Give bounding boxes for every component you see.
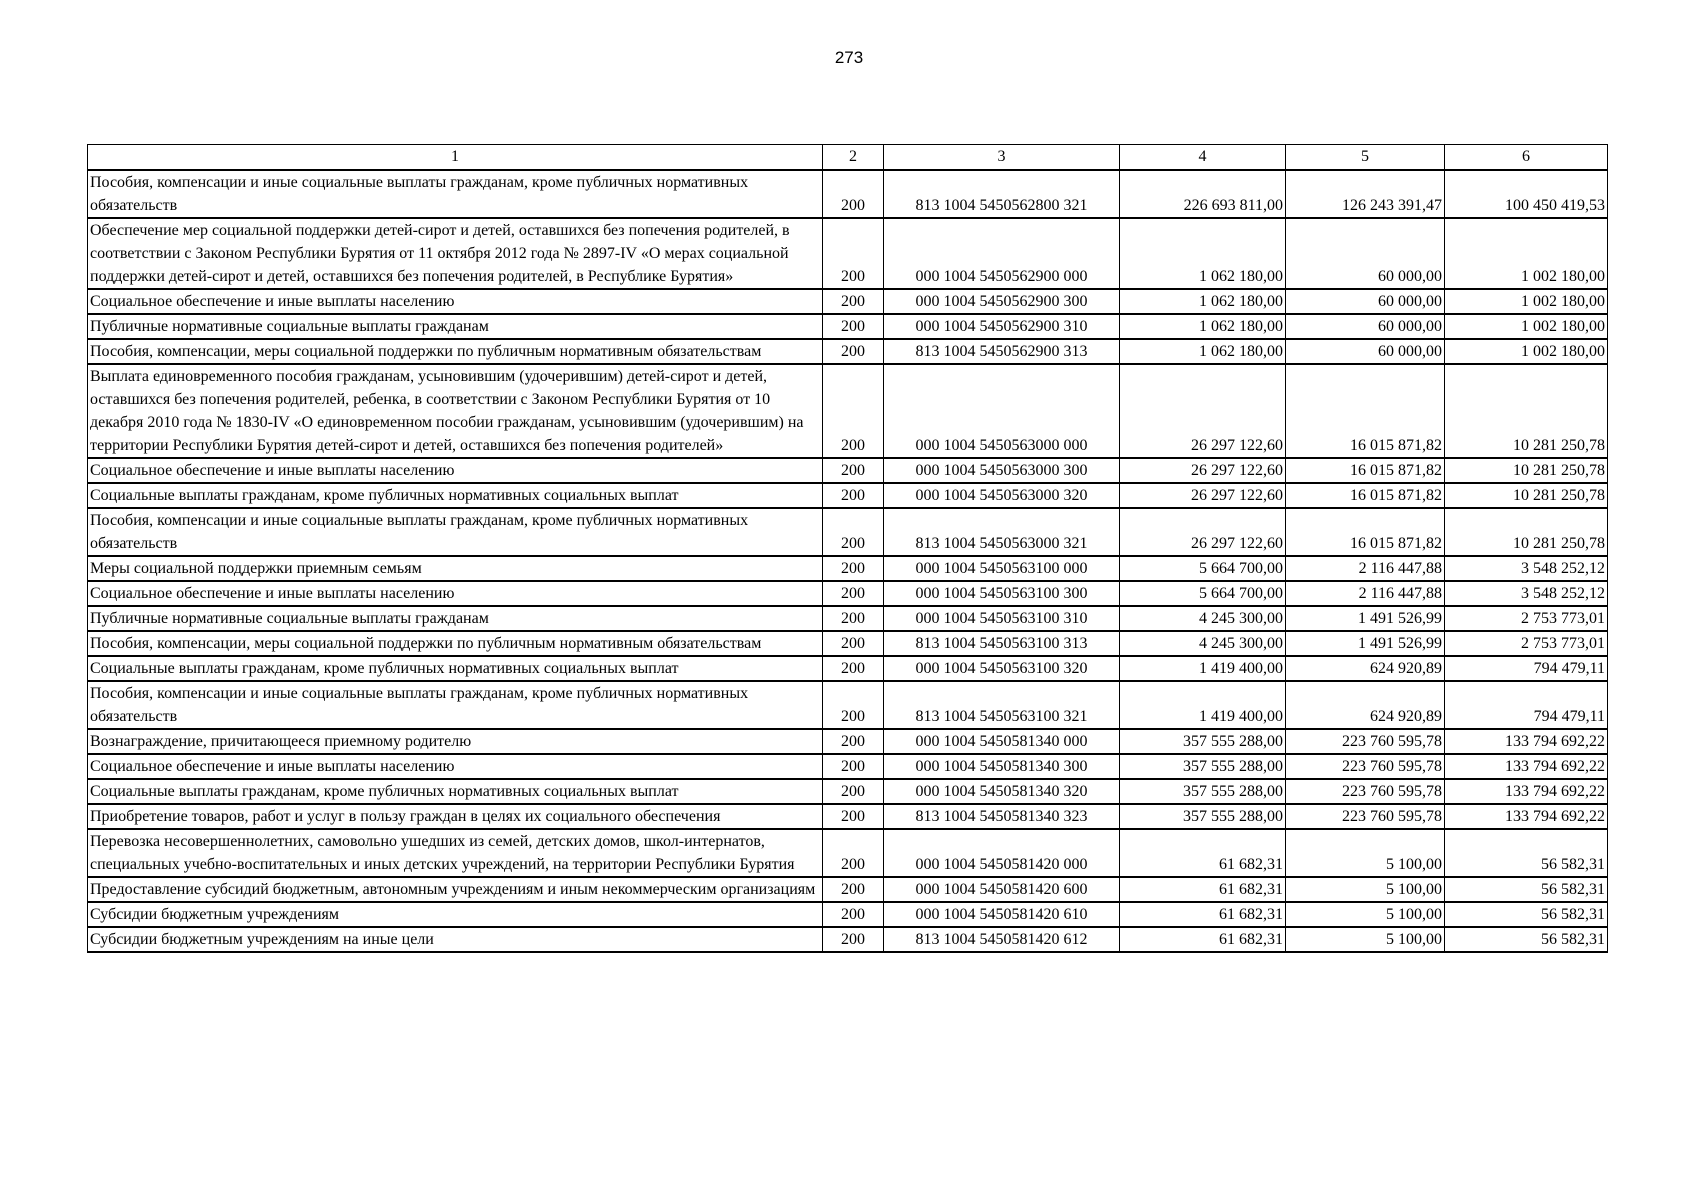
table-row [88, 556, 1608, 581]
row-amount-cell: 61 682,31 [1120, 877, 1286, 902]
row-code-cell: 813 1004 5450563100 321 [884, 681, 1120, 729]
row-amount-cell: 26 297 122,60 [1120, 508, 1286, 556]
table-row [88, 458, 1608, 483]
row-code-cell: 000 1004 5450563100 310 [884, 606, 1120, 631]
row-amount-cell: 26 297 122,60 [1120, 458, 1286, 483]
table-row [88, 927, 1608, 952]
row-executed-cell: 223 760 595,78 [1286, 729, 1445, 754]
table-row [88, 218, 1608, 289]
row-remainder-cell: 1 002 180,00 [1445, 218, 1608, 289]
row-remainder-cell: 3 548 252,12 [1445, 556, 1608, 581]
row-code-cell: 000 1004 5450563000 000 [884, 364, 1120, 458]
row-executed-cell: 223 760 595,78 [1286, 779, 1445, 804]
table-row [88, 483, 1608, 508]
table-row [88, 508, 1608, 556]
row-code-cell: 813 1004 5450581340 323 [884, 804, 1120, 829]
row-code-cell: 813 1004 5450563000 321 [884, 508, 1120, 556]
row-group-cell: 200 [823, 458, 884, 483]
row-code-cell: 000 1004 5450581340 300 [884, 754, 1120, 779]
table-row [88, 606, 1608, 631]
table-row [88, 631, 1608, 656]
table-row [88, 877, 1608, 902]
row-name-cell: Социальное обеспечение и иные выплаты населению [88, 458, 823, 483]
row-executed-cell: 126 243 391,47 [1286, 170, 1445, 218]
row-remainder-cell: 56 582,31 [1445, 877, 1608, 902]
row-code-cell: 000 1004 5450562900 310 [884, 314, 1120, 339]
row-executed-cell: 60 000,00 [1286, 218, 1445, 289]
row-amount-cell: 226 693 811,00 [1120, 170, 1286, 218]
row-remainder-cell: 1 002 180,00 [1445, 339, 1608, 364]
table-row [88, 902, 1608, 927]
row-remainder-cell: 133 794 692,22 [1445, 754, 1608, 779]
column-header: 3 [884, 145, 1120, 171]
row-remainder-cell: 10 281 250,78 [1445, 483, 1608, 508]
row-name-cell: Социальное обеспечение и иные выплаты населению [88, 754, 823, 779]
row-code-cell: 813 1004 5450562800 321 [884, 170, 1120, 218]
row-amount-cell: 26 297 122,60 [1120, 364, 1286, 458]
row-remainder-cell: 10 281 250,78 [1445, 508, 1608, 556]
page-number: 273 [834, 48, 864, 67]
row-executed-cell: 1 491 526,99 [1286, 631, 1445, 656]
row-name-cell: Перевозка несовершеннолетних, самовольно ушедших из семей, детских домов, школ-интернатов, специальных учебно-воспитательных и иных детских учреждений, на территории Республики Бурятия [88, 829, 823, 877]
row-amount-cell: 1 419 400,00 [1120, 656, 1286, 681]
row-code-cell: 000 1004 5450581420 000 [884, 829, 1120, 877]
row-group-cell: 200 [823, 314, 884, 339]
row-code-cell: 000 1004 5450563100 300 [884, 581, 1120, 606]
row-code-cell: 000 1004 5450562900 000 [884, 218, 1120, 289]
row-amount-cell: 26 297 122,60 [1120, 483, 1286, 508]
table-row [88, 170, 1608, 218]
table-row [88, 754, 1608, 779]
row-remainder-cell: 1 002 180,00 [1445, 314, 1608, 339]
row-group-cell: 200 [823, 804, 884, 829]
row-amount-cell: 357 555 288,00 [1120, 804, 1286, 829]
row-remainder-cell: 133 794 692,22 [1445, 729, 1608, 754]
row-executed-cell: 5 100,00 [1286, 829, 1445, 877]
row-group-cell: 200 [823, 339, 884, 364]
row-executed-cell: 1 491 526,99 [1286, 606, 1445, 631]
row-code-cell: 000 1004 5450562900 300 [884, 289, 1120, 314]
row-group-cell: 200 [823, 729, 884, 754]
row-amount-cell: 1 062 180,00 [1120, 339, 1286, 364]
row-name-cell: Пособия, компенсации, меры социальной поддержки по публичным нормативным обязательствам [88, 339, 823, 364]
row-group-cell: 200 [823, 556, 884, 581]
row-remainder-cell: 133 794 692,22 [1445, 804, 1608, 829]
row-executed-cell: 624 920,89 [1286, 656, 1445, 681]
row-amount-cell: 4 245 300,00 [1120, 631, 1286, 656]
row-remainder-cell: 56 582,31 [1445, 829, 1608, 877]
table-row [88, 804, 1608, 829]
row-group-cell: 200 [823, 606, 884, 631]
row-group-cell: 200 [823, 656, 884, 681]
row-executed-cell: 60 000,00 [1286, 339, 1445, 364]
row-remainder-cell: 56 582,31 [1445, 927, 1608, 952]
row-group-cell: 200 [823, 218, 884, 289]
row-name-cell: Публичные нормативные социальные выплаты гражданам [88, 314, 823, 339]
row-group-cell: 200 [823, 902, 884, 927]
row-name-cell: Социальное обеспечение и иные выплаты населению [88, 581, 823, 606]
column-header: 6 [1445, 145, 1608, 171]
row-group-cell: 200 [823, 877, 884, 902]
row-code-cell: 000 1004 5450563100 320 [884, 656, 1120, 681]
row-name-cell: Пособия, компенсации и иные социальные выплаты гражданам, кроме публичных нормативных обязательств [88, 508, 823, 556]
row-executed-cell: 5 100,00 [1286, 902, 1445, 927]
column-header: 5 [1286, 145, 1445, 171]
row-executed-cell: 16 015 871,82 [1286, 483, 1445, 508]
row-amount-cell: 357 555 288,00 [1120, 729, 1286, 754]
row-group-cell: 200 [823, 581, 884, 606]
row-executed-cell: 5 100,00 [1286, 927, 1445, 952]
row-amount-cell: 1 419 400,00 [1120, 681, 1286, 729]
budget-table [87, 144, 1608, 953]
table-row [88, 289, 1608, 314]
row-group-cell: 200 [823, 829, 884, 877]
row-code-cell: 000 1004 5450563000 320 [884, 483, 1120, 508]
row-name-cell: Пособия, компенсации и иные социальные выплаты гражданам, кроме публичных нормативных обязательств [88, 681, 823, 729]
row-group-cell: 200 [823, 754, 884, 779]
row-executed-cell: 2 116 447,88 [1286, 581, 1445, 606]
row-group-cell: 200 [823, 508, 884, 556]
row-executed-cell: 624 920,89 [1286, 681, 1445, 729]
row-remainder-cell: 2 753 773,01 [1445, 606, 1608, 631]
row-remainder-cell: 56 582,31 [1445, 902, 1608, 927]
row-remainder-cell: 100 450 419,53 [1445, 170, 1608, 218]
row-code-cell: 000 1004 5450563000 300 [884, 458, 1120, 483]
row-code-cell: 000 1004 5450563100 000 [884, 556, 1120, 581]
row-executed-cell: 16 015 871,82 [1286, 364, 1445, 458]
row-remainder-cell: 10 281 250,78 [1445, 364, 1608, 458]
row-code-cell: 000 1004 5450581420 600 [884, 877, 1120, 902]
row-group-cell: 200 [823, 631, 884, 656]
row-remainder-cell: 2 753 773,01 [1445, 631, 1608, 656]
row-code-cell: 813 1004 5450562900 313 [884, 339, 1120, 364]
row-name-cell: Предоставление субсидий бюджетным, автономным учреждениям и иным некоммерческим организациям [88, 877, 823, 902]
row-executed-cell: 5 100,00 [1286, 877, 1445, 902]
table-row [88, 681, 1608, 729]
column-header: 1 [88, 145, 823, 171]
row-name-cell: Социальные выплаты гражданам, кроме публичных нормативных социальных выплат [88, 656, 823, 681]
row-amount-cell: 357 555 288,00 [1120, 779, 1286, 804]
column-header: 4 [1120, 145, 1286, 171]
row-name-cell: Выплата единовременного пособия гражданам, усыновившим (удочерившим) детей-сирот и детей, оставшихся без попечения родителей, ребенка, в соответствии с Законом Республики Бурятия от 10 декабря 2010 года № 1830-IV «О единовременном пособии гражданам, усыновившим (удочерившим) на территории Республики Бурятия детей-сирот и детей, оставшихся без попечения родителей» [88, 364, 823, 458]
table-body [88, 170, 1608, 952]
row-remainder-cell: 3 548 252,12 [1445, 581, 1608, 606]
table-row [88, 729, 1608, 754]
row-name-cell: Публичные нормативные социальные выплаты гражданам [88, 606, 823, 631]
row-amount-cell: 4 245 300,00 [1120, 606, 1286, 631]
row-amount-cell: 61 682,31 [1120, 829, 1286, 877]
row-remainder-cell: 1 002 180,00 [1445, 289, 1608, 314]
row-code-cell: 813 1004 5450581420 612 [884, 927, 1120, 952]
row-executed-cell: 16 015 871,82 [1286, 458, 1445, 483]
row-executed-cell: 2 116 447,88 [1286, 556, 1445, 581]
row-name-cell: Субсидии бюджетным учреждениям на иные цели [88, 927, 823, 952]
table-row [88, 829, 1608, 877]
row-executed-cell: 16 015 871,82 [1286, 508, 1445, 556]
table-row [88, 339, 1608, 364]
table-row [88, 779, 1608, 804]
column-header: 2 [823, 145, 884, 171]
row-executed-cell: 60 000,00 [1286, 314, 1445, 339]
row-group-cell: 200 [823, 681, 884, 729]
row-code-cell: 000 1004 5450581340 320 [884, 779, 1120, 804]
row-executed-cell: 60 000,00 [1286, 289, 1445, 314]
row-amount-cell: 5 664 700,00 [1120, 581, 1286, 606]
table-row [88, 364, 1608, 458]
row-group-cell: 200 [823, 779, 884, 804]
row-group-cell: 200 [823, 927, 884, 952]
row-name-cell: Субсидии бюджетным учреждениям [88, 902, 823, 927]
row-code-cell: 813 1004 5450563100 313 [884, 631, 1120, 656]
table-row [88, 656, 1608, 681]
row-name-cell: Меры социальной поддержки приемным семьям [88, 556, 823, 581]
row-amount-cell: 61 682,31 [1120, 902, 1286, 927]
row-remainder-cell: 10 281 250,78 [1445, 458, 1608, 483]
row-name-cell: Социальные выплаты гражданам, кроме публичных нормативных социальных выплат [88, 483, 823, 508]
row-amount-cell: 61 682,31 [1120, 927, 1286, 952]
row-code-cell: 000 1004 5450581340 000 [884, 729, 1120, 754]
row-name-cell: Социальное обеспечение и иные выплаты населению [88, 289, 823, 314]
row-amount-cell: 357 555 288,00 [1120, 754, 1286, 779]
row-name-cell: Обеспечение мер социальной поддержки детей-сирот и детей, оставшихся без попечения родителей, в соответствии с Законом Республики Бурятия от 11 октября 2012 года № 2897-IV «О мерах социальной поддержки детей-сирот и детей, оставшихся без попечения родителей, в Республике Бурятия» [88, 218, 823, 289]
row-remainder-cell: 133 794 692,22 [1445, 779, 1608, 804]
row-amount-cell: 1 062 180,00 [1120, 218, 1286, 289]
row-group-cell: 200 [823, 364, 884, 458]
row-executed-cell: 223 760 595,78 [1286, 804, 1445, 829]
row-name-cell: Социальные выплаты гражданам, кроме публичных нормативных социальных выплат [88, 779, 823, 804]
row-executed-cell: 223 760 595,78 [1286, 754, 1445, 779]
table-row [88, 581, 1608, 606]
row-remainder-cell: 794 479,11 [1445, 681, 1608, 729]
row-amount-cell: 5 664 700,00 [1120, 556, 1286, 581]
row-group-cell: 200 [823, 483, 884, 508]
row-amount-cell: 1 062 180,00 [1120, 314, 1286, 339]
row-name-cell: Приобретение товаров, работ и услуг в пользу граждан в целях их социального обеспечения [88, 804, 823, 829]
row-name-cell: Пособия, компенсации и иные социальные выплаты гражданам, кроме публичных нормативных обязательств [88, 170, 823, 218]
row-name-cell: Вознаграждение, причитающееся приемному родителю [88, 729, 823, 754]
table-header-row [88, 145, 1608, 171]
row-group-cell: 200 [823, 170, 884, 218]
row-group-cell: 200 [823, 289, 884, 314]
row-remainder-cell: 794 479,11 [1445, 656, 1608, 681]
row-amount-cell: 1 062 180,00 [1120, 289, 1286, 314]
row-code-cell: 000 1004 5450581420 610 [884, 902, 1120, 927]
table-row [88, 314, 1608, 339]
row-name-cell: Пособия, компенсации, меры социальной поддержки по публичным нормативным обязательствам [88, 631, 823, 656]
